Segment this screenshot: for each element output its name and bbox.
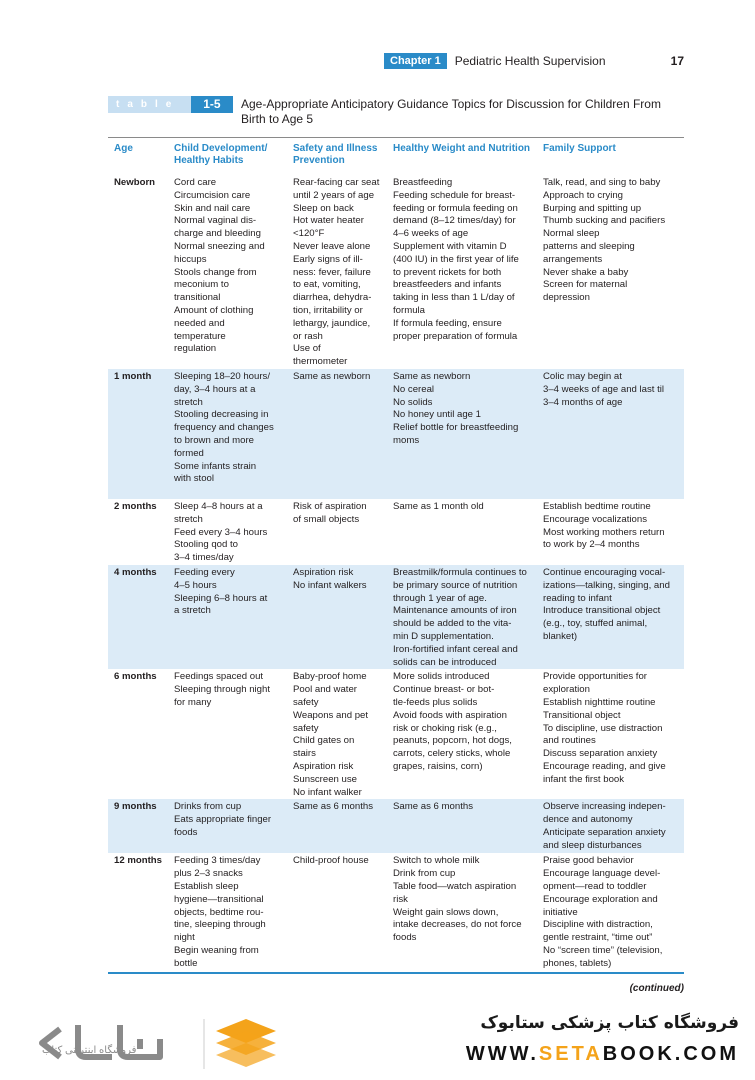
safety-cell: Child-proof house — [293, 855, 369, 867]
table-row — [108, 669, 684, 799]
development-cell: Feedings spaced out Sleeping through night for many — [174, 671, 271, 708]
table-row — [108, 565, 684, 669]
setabook-logo-icon — [20, 1013, 380, 1073]
age-cell: 6 months — [114, 671, 157, 683]
safety-cell: Aspiration risk No infant walkers — [287, 565, 387, 669]
store-name: فروشگاه کتاب پزشکی ستابوک — [480, 1013, 739, 1033]
nutrition-cell: More solids introduced Continue breast- or bot- tle-feeds plus solids Avoid foods with aspiration risk or choking risk (e.g., peanuts, popcorn, hot dogs, carrots, celery sticks, whole grapes, raisins, corn) — [393, 671, 512, 772]
store-url — [466, 1043, 739, 1066]
running-header — [384, 53, 694, 69]
family-cell: Observe increasing indepen- dence and autonomy Anticipate separation anxiety and sleep disturbances — [537, 799, 684, 853]
column-header-age: Age — [114, 143, 133, 154]
nutrition-cell: Same as 1 month old — [393, 500, 484, 512]
table-row — [108, 853, 684, 970]
safety-cell: Same as 6 months — [287, 799, 387, 853]
development-cell: Feeding every 4–5 hours Sleeping 6–8 hours at a stretch — [168, 565, 287, 669]
age-cell: Newborn — [114, 177, 156, 188]
nutrition-cell: Same as newborn No cereal No solids No honey until age 1 Relief bottle for breastfeeding moms — [387, 369, 537, 499]
nutrition-cell: Breastfeeding Feeding schedule for breast- feeding or formula feeding on demand (8–12 times/day) for 4–6 weeks of age Supplement with vitamin D (400 IU) in the first year of life to prevent rickets for both breastfeeders and infants taking in less than 1 L/day of formula If formula feeding, ensure proper preparation of formula — [393, 177, 519, 342]
watermark-footer — [0, 995, 755, 1080]
url-suffix: BOOK.COM — [602, 1043, 739, 1065]
age-cell: 1 month — [108, 369, 168, 499]
logo-caption: فروشگاه اینترنتی کتاب — [42, 1045, 137, 1056]
age-cell: 12 months — [114, 855, 162, 867]
safety-cell: Risk of aspiration of small objects — [293, 500, 367, 525]
column-header-development: Child Development/ Healthy Habits — [174, 143, 268, 166]
table-row — [108, 175, 684, 369]
table-row — [108, 499, 684, 565]
column-header-nutrition: Healthy Weight and Nutrition — [393, 143, 531, 154]
table-header-row — [108, 139, 684, 175]
family-cell: Provide opportunities for exploration Establish nighttime routine Transitional object To discipline, use distraction and routines Discuss separation anxiety Encourage reading, and give infant the first book — [543, 671, 666, 785]
url-prefix: WWW. — [465, 1043, 539, 1065]
development-cell: Feeding 3 times/day plus 2–3 snacks Establish sleep hygiene—transitional objects, bedtime rou- tine, sleeping through night Begin weaning from bottle — [174, 855, 266, 969]
family-cell: Talk, read, and sing to baby Approach to crying Burping and spitting up Thumb sucking and pacifiers Normal sleep patterns and sleeping arrangements Never shake a baby Screen for maternal depression — [543, 177, 666, 304]
age-cell: 4 months — [108, 565, 168, 669]
safety-cell: Rear-facing car seat until 2 years of age Sleep on back Hot water heater <120°F Never leave alone Early signs of ill- ness: fever, failure to eat, vomiting, diarrhea, dehydra- tion, irritability or lethargy, jaundice, or rash Use of thermometer — [293, 177, 380, 368]
family-cell: Praise good behavior Encourage language devel- opment—read to toddler Encourage exploration and initiative Discipline with distraction, gentle restraint, “time out” No “screen time” (television, phones, tablets) — [543, 855, 663, 969]
guidance-table — [108, 139, 684, 971]
family-cell: Establish bedtime routine Encourage vocalizations Most working mothers return to work by 2–4 months — [543, 500, 665, 551]
age-cell: 2 months — [114, 500, 157, 512]
column-header-family: Family Support — [543, 143, 616, 154]
table-row — [108, 369, 684, 499]
chapter-title: Pediatric Health Supervision — [454, 54, 606, 68]
url-highlight: SETA — [538, 1043, 603, 1065]
table-row — [108, 799, 684, 853]
table-top-rule — [108, 137, 684, 138]
table-number: 1-5 — [191, 96, 233, 113]
development-cell: Drinks from cup Eats appropriate finger foods — [168, 799, 287, 853]
safety-cell: Baby-proof home Pool and water safety Weapons and pet safety Child gates on stairs Aspiration risk Sunscreen use No infant walker — [293, 671, 369, 798]
development-cell: Sleeping 18–20 hours/ day, 3–4 hours at a stretch Stooling decreasing in frequency and changes to brown and more formed Some infants strain with stool — [168, 369, 287, 499]
chapter-label: Chapter 1 — [384, 53, 447, 69]
family-cell: Colic may begin at 3–4 weeks of age and last til 3–4 months of age — [537, 369, 684, 499]
continued-note: (continued) — [629, 983, 684, 994]
nutrition-cell: Breastmilk/formula continues to be primary source of nutrition through 1 year of age. Maintenance amounts of iron should be added to the vita- min D supplementation. Iron-fortified infant cereal and solids can be introduced — [387, 565, 537, 669]
page-number: 17 — [670, 54, 684, 68]
nutrition-cell: Switch to whole milk Drink from cup Table food—watch aspiration risk Weight gain slows down, intake decreases, do not force foods — [393, 855, 522, 944]
table-label — [108, 96, 233, 113]
development-cell: Sleep 4–8 hours at a stretch Feed every 3–4 hours Stooling qod to 3–4 times/day — [174, 500, 268, 564]
nutrition-cell: Same as 6 months — [387, 799, 537, 853]
family-cell: Continue encouraging vocal- izations—talking, singing, and reading to infant Introduce transitional object (e.g., toy, stuffed animal, blanket) — [537, 565, 684, 669]
safety-cell: Same as newborn — [287, 369, 387, 499]
table-bottom-rule — [108, 972, 684, 974]
column-header-safety: Safety and Illness Prevention — [293, 143, 378, 166]
age-cell: 9 months — [108, 799, 168, 853]
table-label-word: table — [108, 96, 191, 113]
development-cell: Cord care Circumcision care Skin and nail care Normal vaginal dis- charge and bleeding Normal sneezing and hiccups Stools change from meconium to transitional Amount of clothing needed and temperature regulation — [174, 177, 265, 355]
table-title: Age-Appropriate Anticipatory Guidance Topics for Discussion for Children From Birth to Age 5 — [241, 97, 661, 126]
